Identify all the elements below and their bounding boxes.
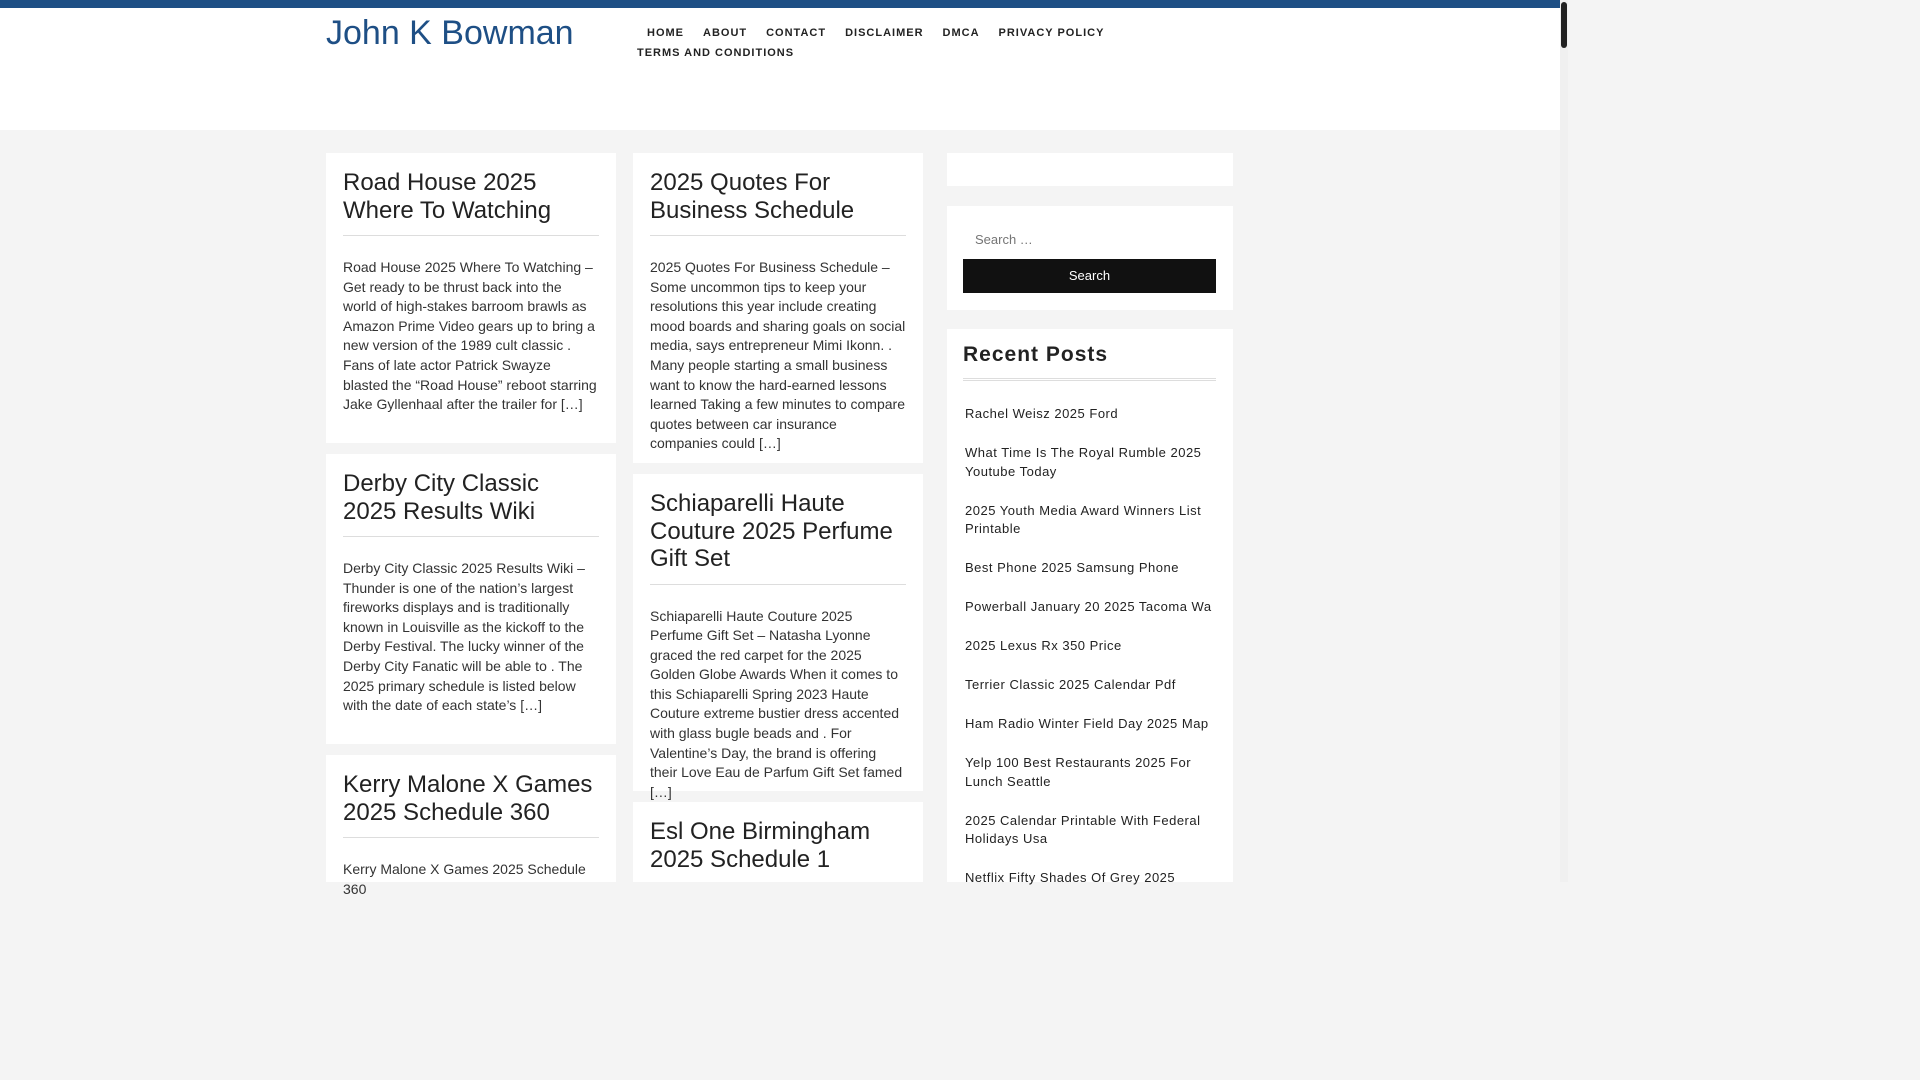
divider — [963, 378, 1216, 381]
post-title[interactable]: Kerry Malone X Games 2025 Schedule 360 — [343, 771, 599, 838]
post-title[interactable]: Road House 2025 Where To Watching — [343, 169, 599, 236]
recent-post-link[interactable]: Ham Radio Winter Field Day 2025 Map — [965, 716, 1209, 731]
post-card — [326, 153, 616, 443]
site-header — [0, 8, 1560, 130]
top-accent-bar — [0, 0, 1560, 8]
nav-item-contact[interactable]: CONTACT — [766, 27, 827, 39]
page-scrollbar[interactable] — [1560, 0, 1568, 882]
recent-posts-title: Recent Posts — [963, 343, 1109, 366]
recent-post-link[interactable]: Rachel Weisz 2025 Ford — [965, 406, 1119, 421]
post-title[interactable]: Esl One Birmingham 2025 Schedule 1 — [650, 818, 871, 873]
recent-post-link[interactable]: Terrier Classic 2025 Calendar Pdf — [965, 677, 1176, 692]
site-title[interactable]: John K Bowman — [326, 14, 574, 52]
nav-item-about[interactable]: ABOUT — [703, 27, 748, 39]
nav-item-disclaimer[interactable]: DISCLAIMER — [845, 27, 924, 39]
nav-item-home[interactable]: HOME — [647, 27, 684, 39]
recent-posts-widget — [947, 329, 1233, 885]
search-button[interactable]: Search — [963, 259, 1216, 293]
nav-item-terms-and-conditions[interactable]: TERMS AND CONDITIONS — [637, 46, 795, 59]
nav-item-dmca[interactable]: DMCA — [942, 27, 980, 39]
post-title[interactable]: Schiaparelli Haute Couture 2025 Perfume Gift Set — [650, 490, 906, 585]
post-card — [633, 153, 923, 463]
post-card — [326, 454, 616, 744]
scrollbar-thumb[interactable] — [1561, 2, 1567, 48]
post-card — [633, 802, 923, 882]
recent-post-link[interactable]: What Time Is The Royal Rumble 2025 Youtube Today — [965, 445, 1202, 479]
recent-post-link[interactable]: Powerball January 20 2025 Tacoma Wa — [965, 599, 1212, 614]
post-card — [326, 755, 616, 897]
recent-post-link[interactable]: 2025 Lexus Rx 350 Price — [965, 638, 1122, 653]
search-widget — [947, 206, 1233, 310]
main-nav — [637, 24, 1197, 63]
search-input[interactable] — [963, 228, 1216, 250]
sidebar-empty-widget — [947, 153, 1233, 186]
post-excerpt: Kerry Malone X Games 2025 Schedule 360 — [343, 861, 586, 897]
post-excerpt: Derby City Classic 2025 Results Wiki – Thunder is one of the nation’s largest fireworks displays and is traditionally known in Louisville as the kickoff to the Derby Festival. The lucky winner of the Derby City Fanatic will be able to . The 2025 primary schedule is listed below with the date of each state’s […] — [343, 560, 585, 714]
post-card — [633, 474, 923, 800]
recent-post-link[interactable]: 2025 Youth Media Award Winners List Printable — [965, 502, 1202, 536]
nav-item-privacy-policy[interactable]: PRIVACY POLICY — [998, 27, 1105, 39]
recent-posts-list — [965, 405, 1215, 908]
post-title[interactable]: Derby City Classic 2025 Results Wiki — [343, 470, 599, 537]
recent-post-link[interactable]: Best Phone 2025 Samsung Phone — [965, 560, 1179, 575]
recent-post-link[interactable]: Netflix Fifty Shades Of Grey 2025 — [965, 870, 1176, 885]
post-title[interactable]: 2025 Quotes For Business Schedule — [650, 169, 906, 236]
post-excerpt: Schiaparelli Haute Couture 2025 Perfume Gift Set – Natasha Lyonne graced the red carpet for the 2025 Golden Globe Awards When it comes to this Schiaparelli Spring 2023 Haute Couture extreme bustier dress accented with glass bugle beads and . For Valentine’s Day, the brand is offering their Love Eau de Parfum Gift Set famed […] — [650, 607, 903, 800]
post-excerpt: Road House 2025 Where To Watching – Get ready to be thrust back into the world of high-stakes barroom brawls as Amazon Prime Video gears up to bring a new version of the 1989 cult classic . Fans of late actor Patrick Swayze blasted the “Road House” reboot starring Jake Gyllenhaal after the trailer for […] — [343, 259, 597, 413]
post-excerpt: 2025 Quotes For Business Schedule – Some uncommon tips to keep your resolutions this year include creating mood boards and sharing goals on social media, says entrepreneur Mimi Ikonn. . Many people starting a small business want to know the hard-earned lessons learned Taking a few minutes to compare quotes between car insurance companies could […] — [650, 259, 906, 452]
recent-post-link[interactable]: 2025 Calendar Printable With Federal Holidays Usa — [965, 812, 1201, 846]
recent-post-link[interactable]: Yelp 100 Best Restaurants 2025 For Lunch Seattle — [965, 755, 1192, 789]
